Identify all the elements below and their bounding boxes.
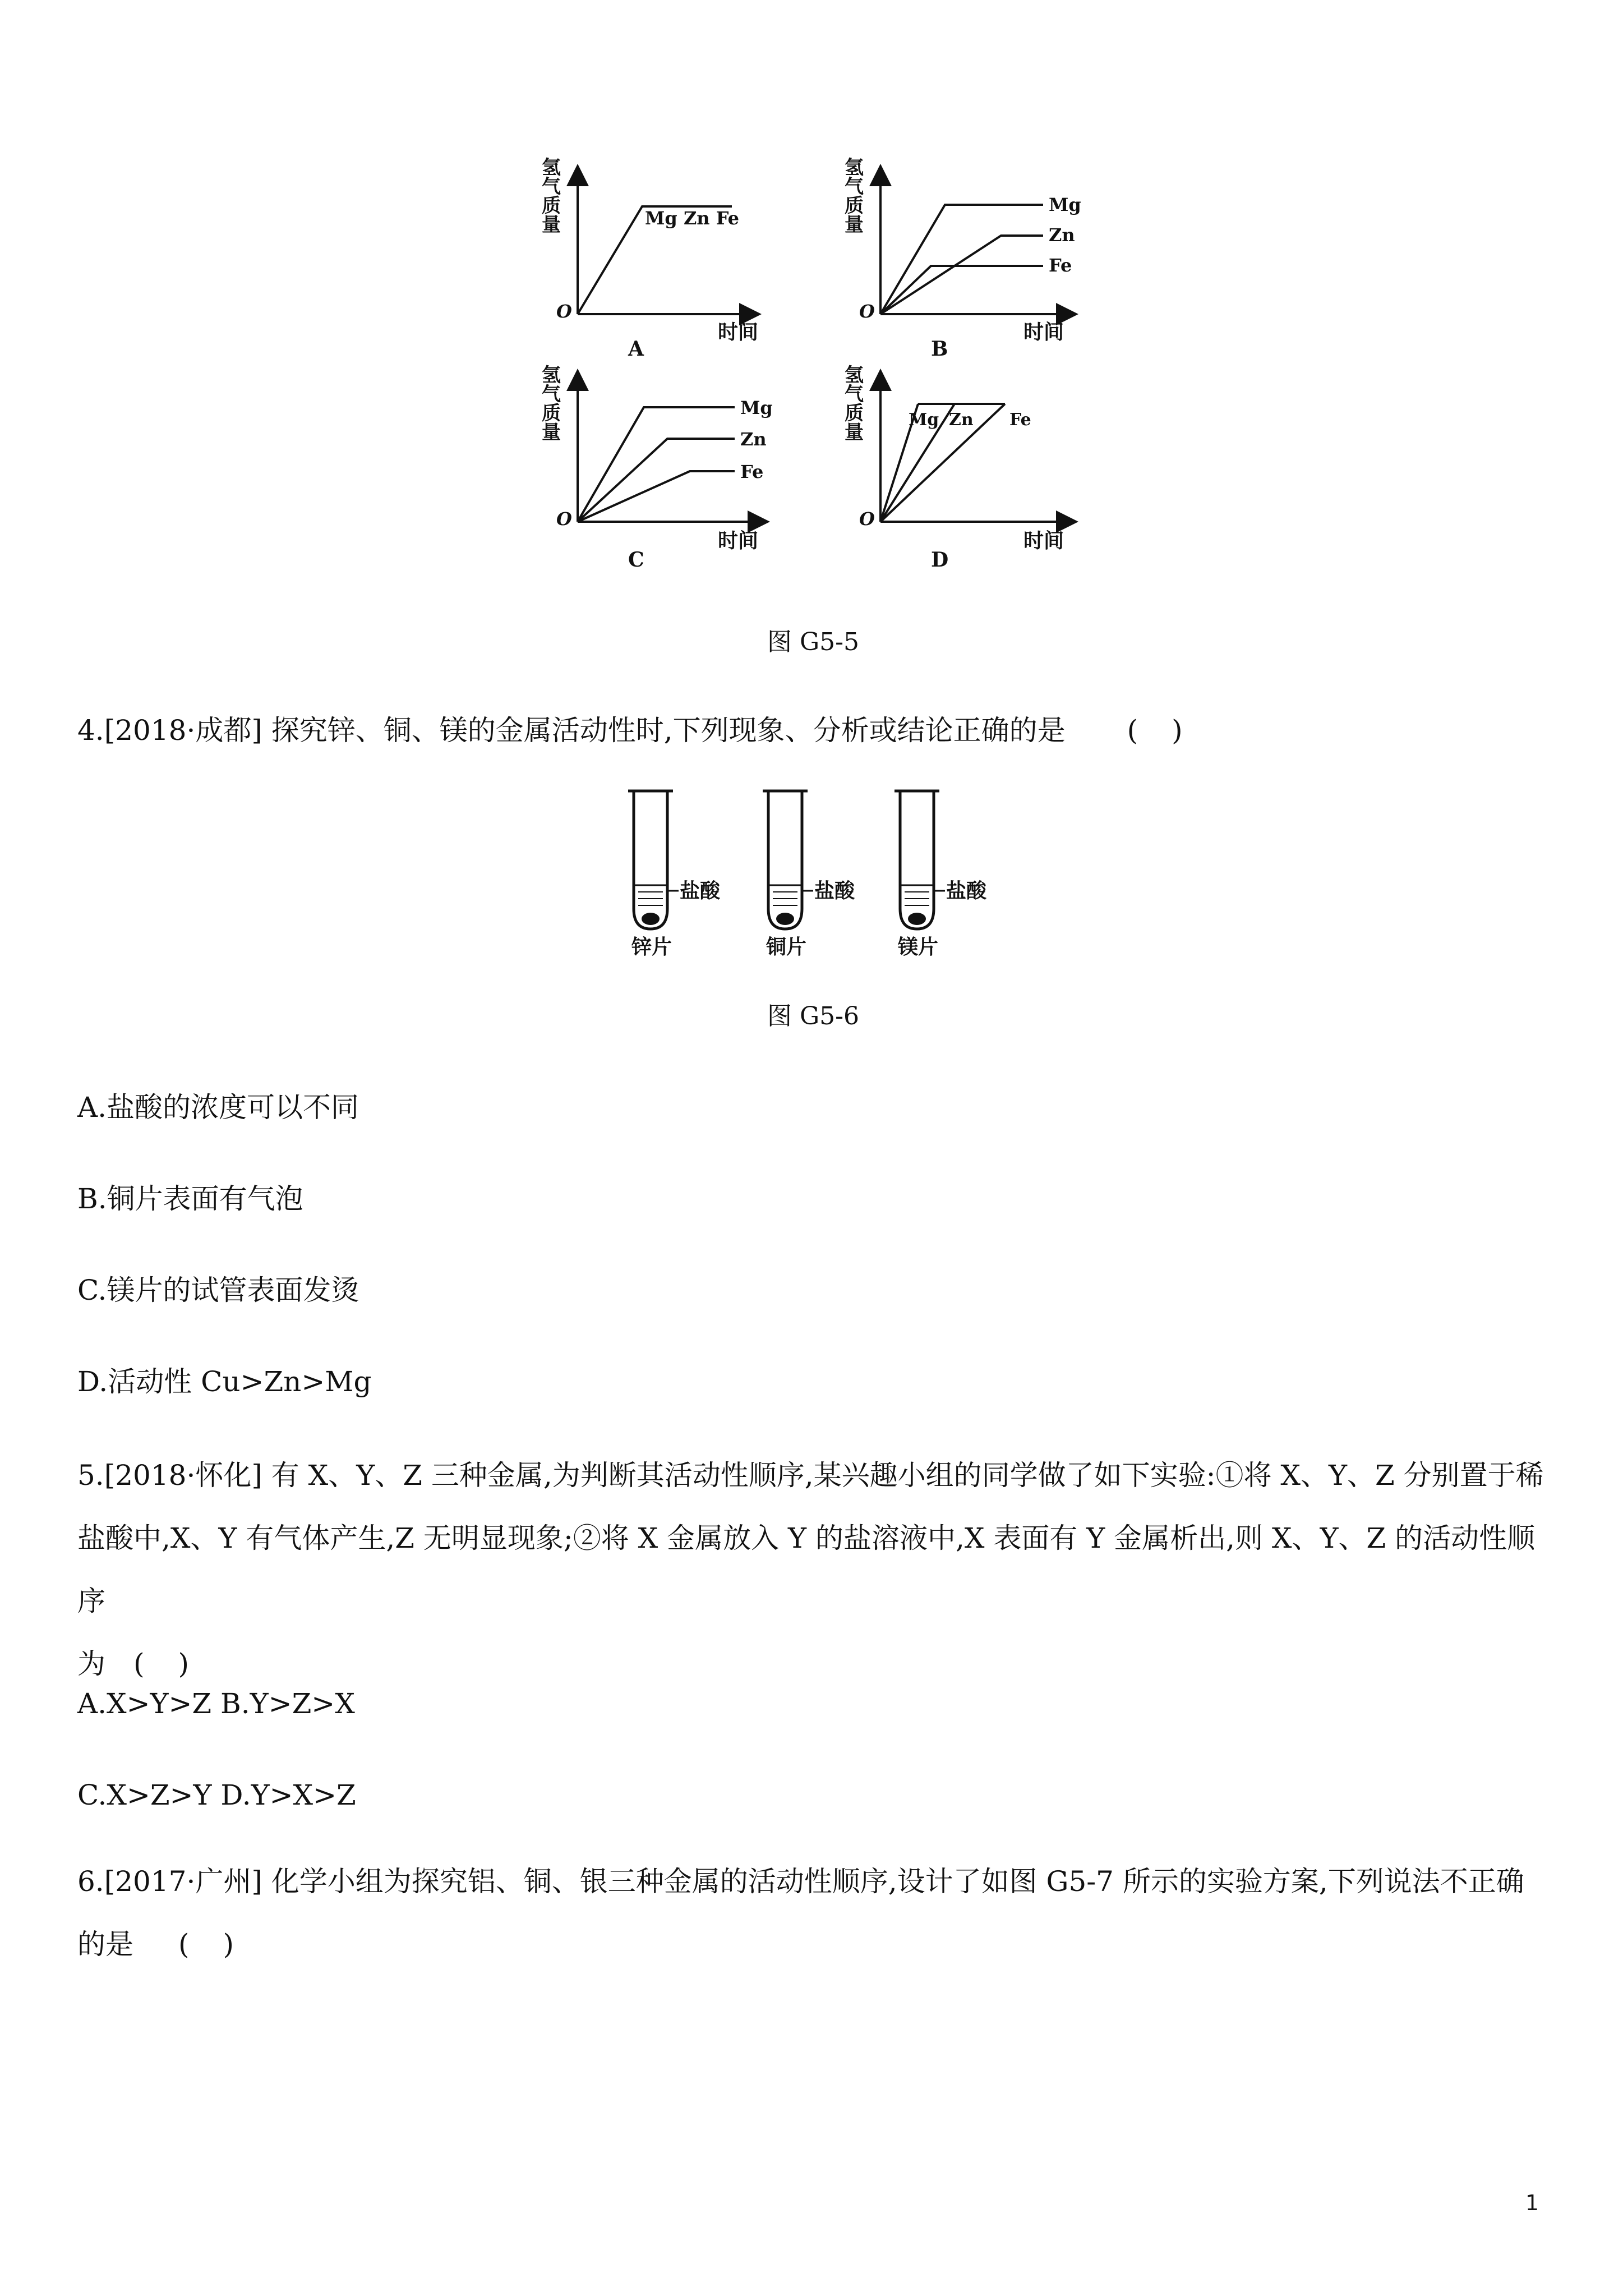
y-axis-label-a: 氢气质量 [542,157,561,236]
answer-paren-close: ) [178,1648,190,1680]
test-tube-magnesium [895,791,987,959]
metal-label-magnesium: 镁片 [898,935,939,959]
x-axis-label-d: 时间 [1023,529,1064,553]
panel-letter-c: C [628,548,644,572]
origin-label-b: O [859,301,875,322]
figure-caption-g5-5: 图 G5-5 [767,628,859,656]
metal-label-copper: 铜片 [766,935,807,959]
liquid-label-magnesium: 盐酸 [946,879,987,903]
q4-option-c: C.镁片的试管表面发烫 [77,1274,359,1306]
question-4-stem [77,714,1547,747]
graph-panel-c [542,364,773,572]
question-6-line-2: 的是 ( ) [77,1913,1547,1976]
liquid-label-copper: 盐酸 [814,879,855,903]
origin-label-c: O [556,508,572,530]
series-label-mg-b: Mg [1049,194,1081,215]
graph-panel-d [845,364,1074,572]
series-label-zn-d: Zn [949,410,974,430]
series-label-fe-d: Fe [1009,410,1031,430]
question-5-line-3: 为 ( ) [77,1632,1547,1695]
question-6-line-1: 6.[2017·广州] 化学小组为探究铝、铜、银三种金属的活动性顺序,设计了如图 G5-7 所示的实验方案,下列说法不正确 [77,1865,1524,1898]
origin-label-a: O [556,301,572,322]
series-label-fe-c: Fe [740,461,764,482]
y-axis-label-c: 氢气质量 [542,364,561,444]
answer-paren-open: ( [178,1928,190,1961]
series-label-mg-c: Mg [740,397,773,418]
question-5-stem [77,1444,1547,1695]
question-5-line-1: 5.[2018·怀化] 有 X、Y、Z 三种金属,为判断其活动性顺序,某兴趣小组的同学做了如下实验:①将 X、Y、Z 分别置于稀 [77,1459,1544,1492]
page-number: 1 [1525,2191,1539,2215]
question-5-line-2: 盐酸中,X、Y 有气体产生,Z 无明显现象;②将 X 金属放入 Y 的盐溶液中,X 表面有 Y 金属析出,则 X、Y、Z 的活动性顺序 [77,1522,1536,1617]
question-4-text: 4.[2018·成都] 探究锌、铜、镁的金属活动性时,下列现象、分析或结论正确的是 [77,714,1066,747]
y-axis-label-b: 氢气质量 [845,157,864,236]
answer-paren-close: ) [1172,714,1183,747]
answer-paren-open: ( [133,1648,145,1680]
figure-g5-5 [522,151,1105,589]
figure-g5-5-svg [522,151,1105,589]
series-label-zn-b: Zn [1049,224,1075,246]
graph-panel-b [845,157,1081,361]
graph-panel-a [542,157,758,361]
q4-option-d: D.活动性 Cu>Zn>Mg [77,1365,372,1398]
series-label-mg-d: Mg [909,410,939,430]
metal-label-zinc: 锌片 [631,935,672,959]
series-label-zn-c: Zn [740,429,767,450]
series-label-fe-b: Fe [1049,255,1072,276]
origin-label-d: O [859,508,875,530]
x-axis-label-b: 时间 [1023,320,1064,344]
q5-options-row-2: C.X>Z>Y D.Y>X>Z [77,1779,356,1811]
q5-options-row-1: A.X>Y>Z B.Y>Z>X [77,1687,355,1720]
figure-g5-6-svg [606,785,1009,965]
panel-letter-b: B [931,337,948,361]
test-tube-copper [763,791,855,959]
figure-g5-6 [606,785,1009,965]
x-axis-label-a: 时间 [718,320,759,344]
x-axis-label-c: 时间 [718,529,759,553]
liquid-label-zinc: 盐酸 [680,879,721,903]
panel-letter-a: A [628,337,644,361]
q4-option-a: A.盐酸的浓度可以不同 [77,1091,359,1124]
series-label-a: Mg Zn Fe [645,208,740,229]
q4-option-b: B.铜片表面有气泡 [77,1182,303,1215]
question-6-stem [77,1850,1547,1976]
y-axis-label-d: 氢气质量 [845,364,864,444]
curve-mg-c [578,407,735,522]
test-tube-zinc [628,791,721,959]
answer-paren-open: ( [1127,714,1138,747]
figure-caption-g5-6: 图 G5-6 [767,1002,859,1030]
panel-letter-d: D [931,548,949,572]
answer-paren-close: ) [223,1928,234,1961]
